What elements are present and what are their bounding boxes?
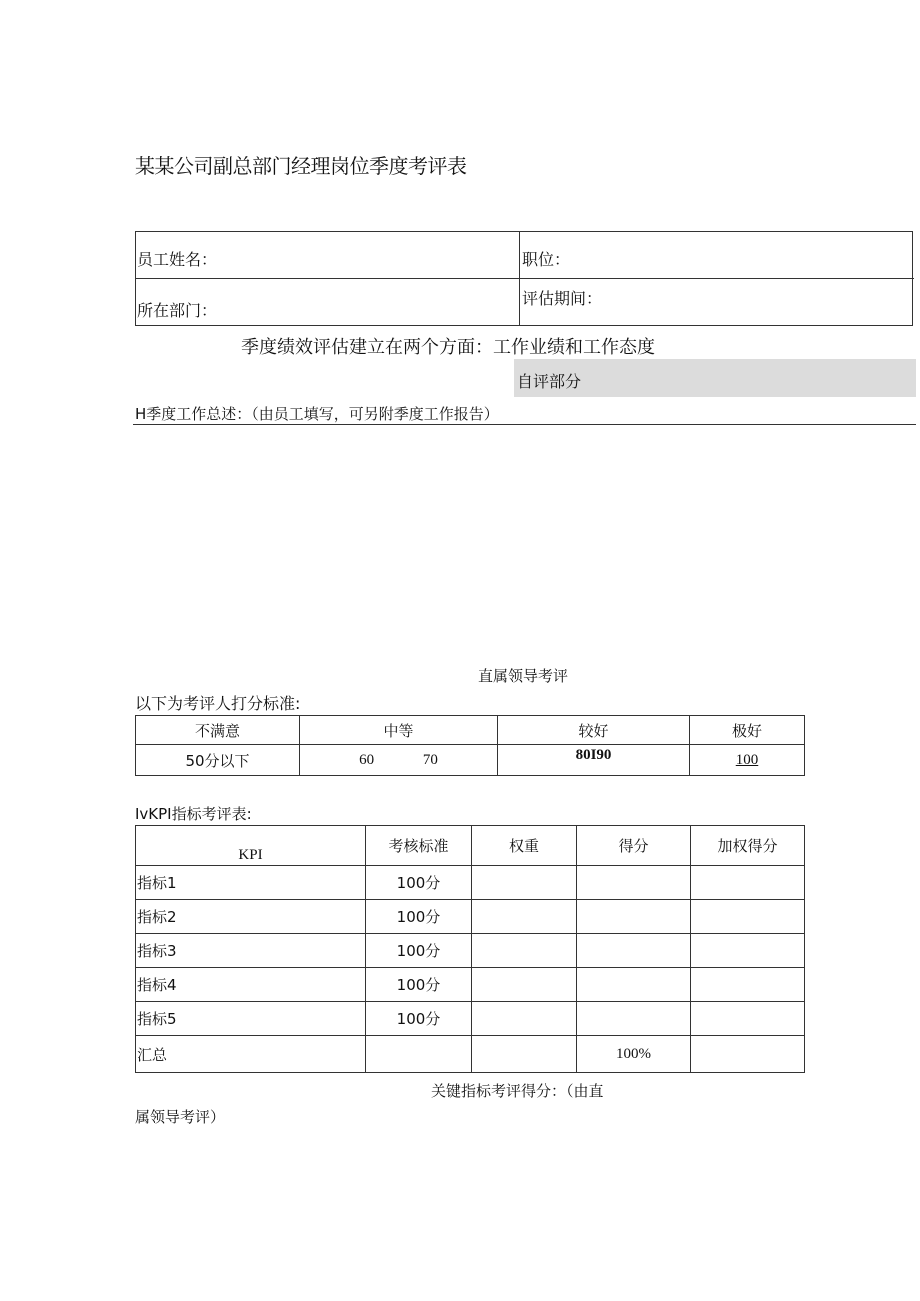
kpi-standard: 100分 <box>366 866 472 900</box>
evaluation-basis: 季度绩效评估建立在两个方面：工作业绩和工作态度 <box>241 337 655 358</box>
employee-info-box <box>135 231 913 326</box>
table-row <box>136 1002 805 1036</box>
score-header-mid: 中等 <box>300 716 498 745</box>
position-label: 职位： <box>522 250 571 269</box>
kpi-score-cell[interactable] <box>577 900 691 934</box>
kpi-weighted-cell[interactable] <box>691 934 805 968</box>
score-poor: 50分以下 <box>136 745 300 776</box>
kpi-standard: 100分 <box>366 934 472 968</box>
employee-name-label: 员工姓名： <box>137 250 218 269</box>
key-score-label: 关键指标考评得分：（由直 <box>431 1082 604 1100</box>
scoring-standard-label: 以下为考评人打分标准: <box>135 694 301 713</box>
kpi-header-standard: 考核标准 <box>366 826 472 866</box>
kpi-total-row <box>136 1036 805 1073</box>
kpi-header-kpi: KPI <box>136 826 366 866</box>
kpi-name: 指标2 <box>136 900 366 934</box>
kpi-header-score: 得分 <box>577 826 691 866</box>
kpi-total-weighted-cell[interactable] <box>691 1036 805 1073</box>
self-evaluation-label: 自评部分 <box>517 372 582 391</box>
summary-divider <box>133 424 916 425</box>
quarterly-summary-label: H季度工作总述：（由员工填写，可另附季度工作报告） <box>135 405 499 423</box>
kpi-header-weighted: 加权得分 <box>691 826 805 866</box>
kpi-total-standard-cell <box>366 1036 472 1073</box>
evaluation-period-label: 评估期间： <box>522 289 603 308</box>
kpi-weighted-cell[interactable] <box>691 968 805 1002</box>
scoring-standard-table <box>135 715 805 776</box>
score-header-excellent: 极好 <box>690 716 805 745</box>
kpi-name: 指标5 <box>136 1002 366 1036</box>
kpi-weight-cell[interactable] <box>472 866 577 900</box>
score-good: 80I90 <box>498 745 690 776</box>
kpi-header-weight: 权重 <box>472 826 577 866</box>
table-row <box>136 968 805 1002</box>
kpi-standard: 100分 <box>366 900 472 934</box>
page-title: 某某公司副总部门经理岗位季度考评表 <box>135 154 467 178</box>
table-row <box>136 900 805 934</box>
kpi-weighted-cell[interactable] <box>691 866 805 900</box>
kpi-weight-cell[interactable] <box>472 934 577 968</box>
kpi-name: 指标3 <box>136 934 366 968</box>
kpi-total-name: 汇总 <box>136 1036 366 1073</box>
score-mid-cell <box>300 745 498 776</box>
department-label: 所在部门： <box>137 301 218 320</box>
kpi-standard: 100分 <box>366 1002 472 1036</box>
score-mid-a: 60 <box>359 751 375 768</box>
kpi-name: 指标1 <box>136 866 366 900</box>
kpi-weight-cell[interactable] <box>472 1002 577 1036</box>
kpi-name: 指标4 <box>136 968 366 1002</box>
kpi-standard: 100分 <box>366 968 472 1002</box>
kpi-table-title: IvKPI指标考评表: <box>135 805 252 823</box>
kpi-weighted-cell[interactable] <box>691 1002 805 1036</box>
score-mid-b: 70 <box>422 751 438 768</box>
kpi-table <box>135 825 805 1073</box>
kpi-score-cell[interactable] <box>577 1002 691 1036</box>
table-row <box>136 866 805 900</box>
kpi-score-cell[interactable] <box>577 934 691 968</box>
key-score-label-cont: 属领导考评） <box>135 1108 226 1126</box>
kpi-total-score: 100% <box>577 1036 691 1073</box>
kpi-weight-cell[interactable] <box>472 968 577 1002</box>
kpi-weight-cell[interactable] <box>472 900 577 934</box>
kpi-score-cell[interactable] <box>577 866 691 900</box>
kpi-score-cell[interactable] <box>577 968 691 1002</box>
leader-evaluation-label: 直属领导考评 <box>478 667 569 685</box>
table-row <box>136 934 805 968</box>
score-excellent: 100 <box>690 745 805 776</box>
kpi-weighted-cell[interactable] <box>691 900 805 934</box>
score-header-poor: 不满意 <box>136 716 300 745</box>
score-header-good: 较好 <box>498 716 690 745</box>
kpi-total-weight-cell <box>472 1036 577 1073</box>
